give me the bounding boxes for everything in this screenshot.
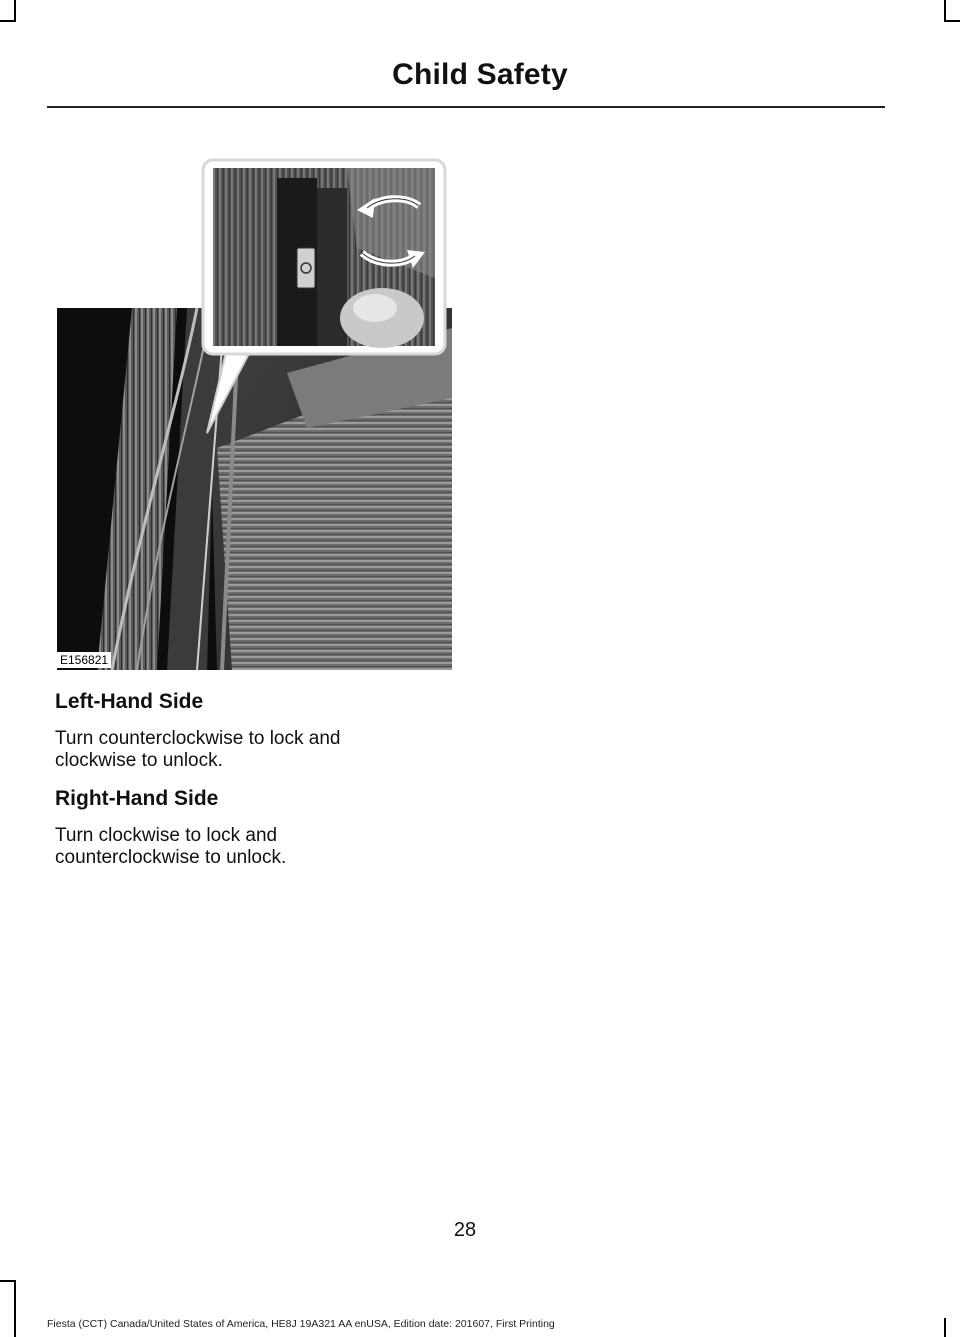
door-photo bbox=[57, 308, 452, 670]
section-text-left-hand-side: Turn counterclockwise to lock and clockwise to unlock. bbox=[55, 728, 341, 771]
section-text-right-hand-side: Turn clockwise to lock and counterclockwise to unlock. bbox=[55, 825, 287, 868]
inset-zoom-view bbox=[203, 160, 445, 354]
crop-mark bbox=[14, 0, 16, 22]
crop-mark bbox=[0, 20, 16, 22]
door-child-lock-illustration bbox=[57, 158, 452, 670]
crop-mark bbox=[944, 0, 946, 22]
crop-mark bbox=[944, 1318, 946, 1337]
page-title: Child Safety bbox=[392, 58, 568, 91]
child-lock-icon bbox=[297, 248, 315, 288]
section-heading-left-hand-side: Left-Hand Side bbox=[55, 690, 204, 713]
page-number: 28 bbox=[453, 1219, 477, 1241]
section-heading-right-hand-side: Right-Hand Side bbox=[55, 787, 219, 810]
crop-mark bbox=[0, 1280, 16, 1282]
door-illustration-svg bbox=[57, 158, 452, 670]
figure-label: E156821 bbox=[57, 652, 111, 668]
header-divider bbox=[47, 106, 885, 108]
crop-mark bbox=[944, 20, 960, 22]
publication-info: Fiesta (CCT) Canada/United States of America, HE8J 19A321 AA enUSA, Edition date: 201607, First Printing bbox=[47, 1318, 555, 1330]
crop-mark bbox=[14, 1280, 16, 1337]
